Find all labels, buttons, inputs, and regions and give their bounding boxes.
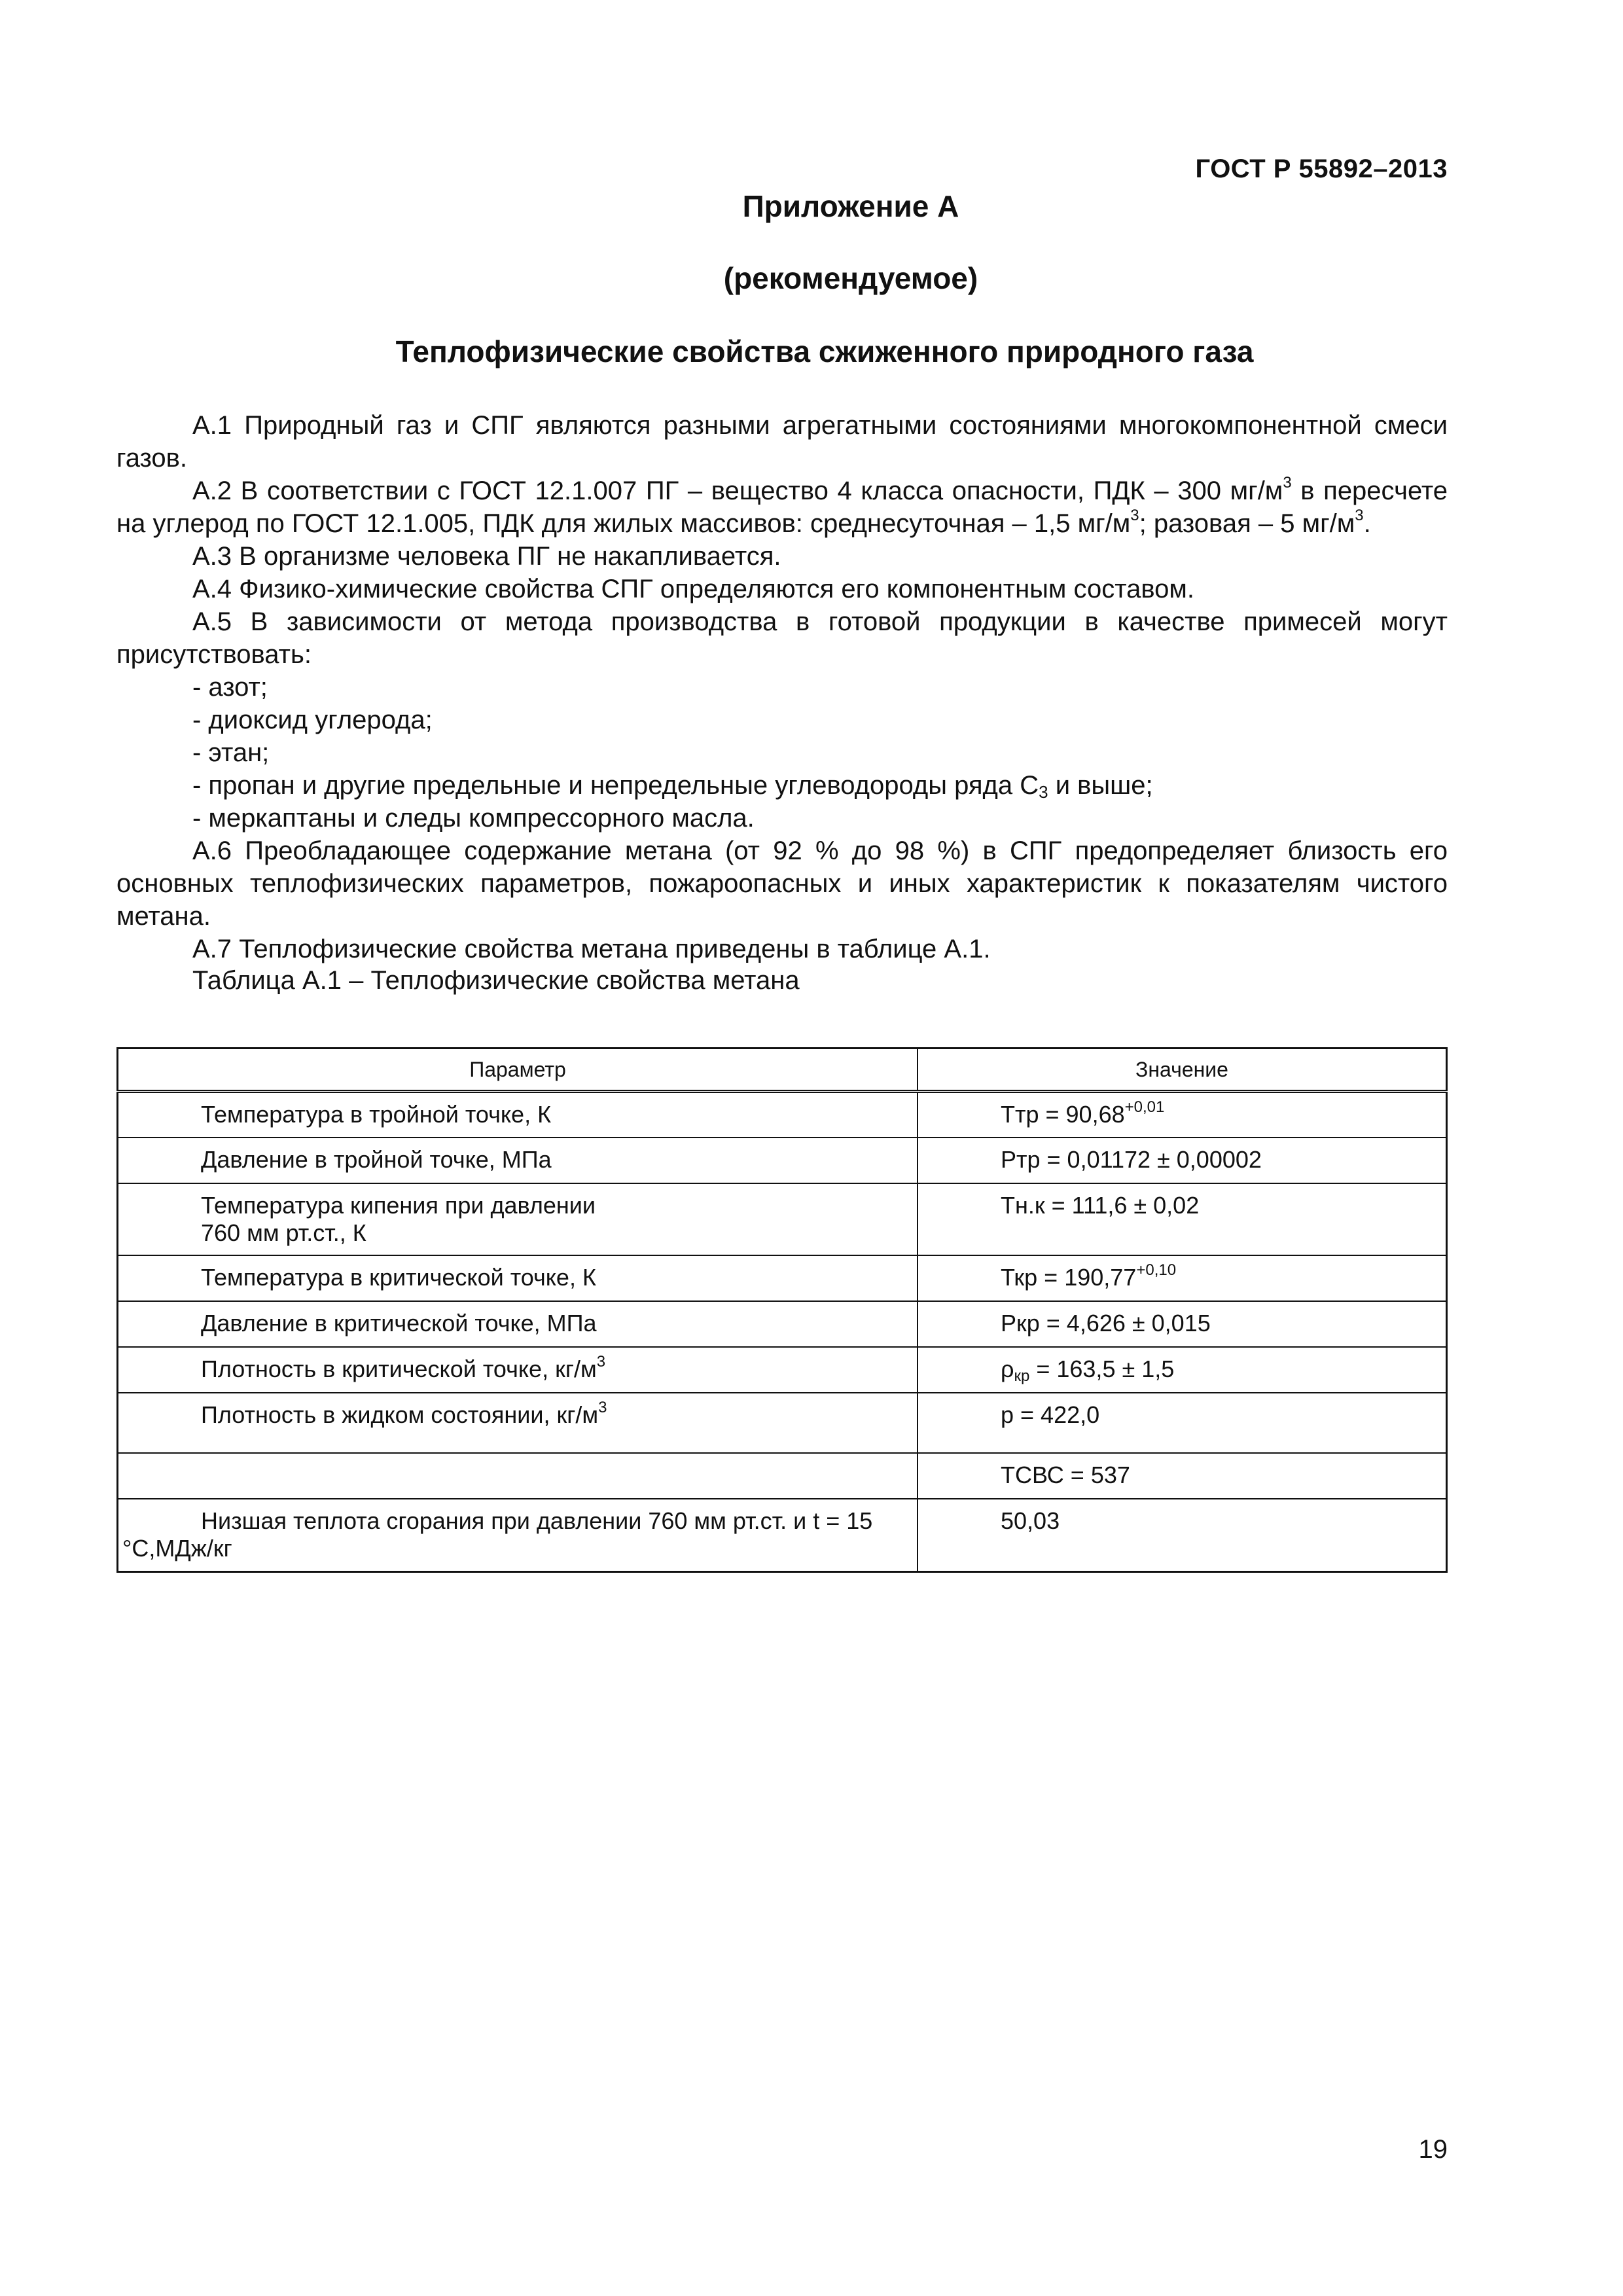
list-item: - этан;: [192, 738, 270, 767]
unit-exponent: 3: [598, 1398, 607, 1416]
parameter-text: Плотность в критической точке, кг/м: [201, 1355, 597, 1382]
appendix-subject: Теплофизические свойства сжиженного природного газа: [395, 334, 1254, 368]
table-cell-parameter: Давление в критической точке, МПа: [118, 1301, 918, 1347]
superscript-3: 3: [1355, 507, 1364, 524]
table-cell-parameter: [118, 1347, 918, 1393]
table-cell-value: Тн.к = 111,6 ± 0,02: [918, 1183, 1447, 1255]
table-row: [118, 1138, 1447, 1183]
paragraph-a1: А.1 Природный газ и СПГ являются разными агрегатными состояниями многокомпонентной смеси газов.: [116, 411, 1448, 473]
standard-code: ГОСТ Р 55892–2013: [1195, 154, 1448, 183]
paragraph-a2: [116, 475, 1448, 540]
paragraph-a2-text-3: ; разовая – 5 мг/м: [1139, 509, 1355, 538]
paragraph-a7: А.7 Теплофизические свойства метана приведены в таблице А.1.: [192, 935, 991, 963]
table-row: [118, 1499, 1447, 1572]
table-cell-value: [918, 1255, 1447, 1301]
table-row: [118, 1393, 1447, 1453]
table-cell-parameter: Низшая теплота сгорания при давлении 760 мм рт.ст. и t = 15 °С,МДж/кг: [118, 1499, 918, 1572]
paragraph-a4: А.4 Физико-химические свойства СПГ определяются его компонентным составом.: [192, 575, 1194, 603]
paragraph-a2-text-1: А.2 В соответствии с ГОСТ 12.1.007 ПГ – вещество 4 класса опасности, ПДК – 300 мг/м: [192, 476, 1283, 505]
appendix-title: Приложение А: [742, 189, 959, 223]
table-cell-value: р = 422,0: [918, 1393, 1447, 1453]
parameter-text: Плотность в жидком состоянии, кг/м: [201, 1401, 599, 1428]
value-text: = 163,5 ± 1,5: [1029, 1355, 1175, 1382]
superscript-3: 3: [1283, 474, 1292, 492]
column-header-parameter: Параметр: [118, 1049, 918, 1092]
table-cell-value: [918, 1347, 1447, 1393]
list-item: [116, 769, 1448, 802]
table-header-row: [118, 1049, 1447, 1092]
value-tolerance: +0,10: [1136, 1261, 1177, 1279]
paragraph-a3: А.3 В организме человека ПГ не накапливается.: [192, 542, 781, 571]
list-item: - азот;: [192, 673, 268, 702]
table-cell-parameter: Температура в критической точке, К: [118, 1255, 918, 1301]
value-text: Ттр = 90,68: [1001, 1101, 1125, 1128]
table-cell-parameter: Давление в тройной точке, МПа: [118, 1138, 918, 1183]
table-cell-parameter: Температура в тройной точке, К: [118, 1092, 918, 1138]
table-row: [118, 1453, 1447, 1499]
table-cell-parameter: [118, 1183, 918, 1255]
subscript-3: 3: [1039, 782, 1048, 802]
table-caption: Таблица А.1 – Теплофизические свойства метана: [192, 966, 800, 995]
superscript-3: 3: [1130, 507, 1139, 524]
table-row: [118, 1347, 1447, 1393]
paragraph-a6: А.6 Преобладающее содержание метана (от 92 % до 98 %) в СПГ предопределяет близость его основных теплофизических параметров, пожароопасных и иных характеристик к показателям чистого метана.: [116, 836, 1448, 931]
table-cell-value: [918, 1092, 1447, 1138]
value-symbol: ρ: [1001, 1355, 1014, 1382]
properties-table: [116, 1047, 1448, 1573]
parameter-line: 760 мм рт.ст., К: [201, 1219, 366, 1246]
paragraph-a2-text-4: .: [1363, 509, 1371, 538]
list-item-text: - пропан и другие предельные и непредельные углеводороды ряда С: [192, 771, 1039, 800]
table-cell-value: ТСВС = 537: [918, 1453, 1447, 1499]
table-cell-value: 50,03: [918, 1499, 1447, 1572]
table-cell-value: Ркр = 4,626 ± 0,015: [918, 1301, 1447, 1347]
page-number: 19: [1418, 2135, 1448, 2164]
table-cell-parameter: [118, 1393, 918, 1453]
value-subscript: кр: [1014, 1367, 1030, 1385]
list-item-text-end: и выше;: [1048, 771, 1153, 800]
value-tolerance: +0,01: [1124, 1098, 1165, 1116]
parameter-line: Температура кипения при давлении: [201, 1191, 596, 1219]
column-header-value: Значение: [918, 1049, 1447, 1092]
table-cell-parameter: [118, 1453, 918, 1499]
table-row: [118, 1092, 1447, 1138]
list-item: - меркаптаны и следы компрессорного масла.: [192, 804, 755, 833]
appendix-status: (рекомендуемое): [723, 261, 978, 295]
table-row: [118, 1301, 1447, 1347]
value-text: Ткр = 190,77: [1001, 1263, 1137, 1291]
document-body: [116, 409, 1448, 996]
table-row: [118, 1183, 1447, 1255]
paragraph-a2-text-2: в пересчете на углерод по ГОСТ 12.1.005, ПДК для жилых массивов: среднесуточная – 1,5 мг/м: [116, 476, 1448, 538]
unit-exponent: 3: [596, 1352, 606, 1371]
paragraph-a5: А.5 В зависимости от метода производства в готовой продукции в качестве примесей могут присутствовать:: [116, 607, 1448, 669]
table-cell-value: Ртр = 0,01172 ± 0,00002: [918, 1138, 1447, 1183]
list-item: - диоксид углерода;: [192, 706, 433, 734]
table-row: [118, 1255, 1447, 1301]
